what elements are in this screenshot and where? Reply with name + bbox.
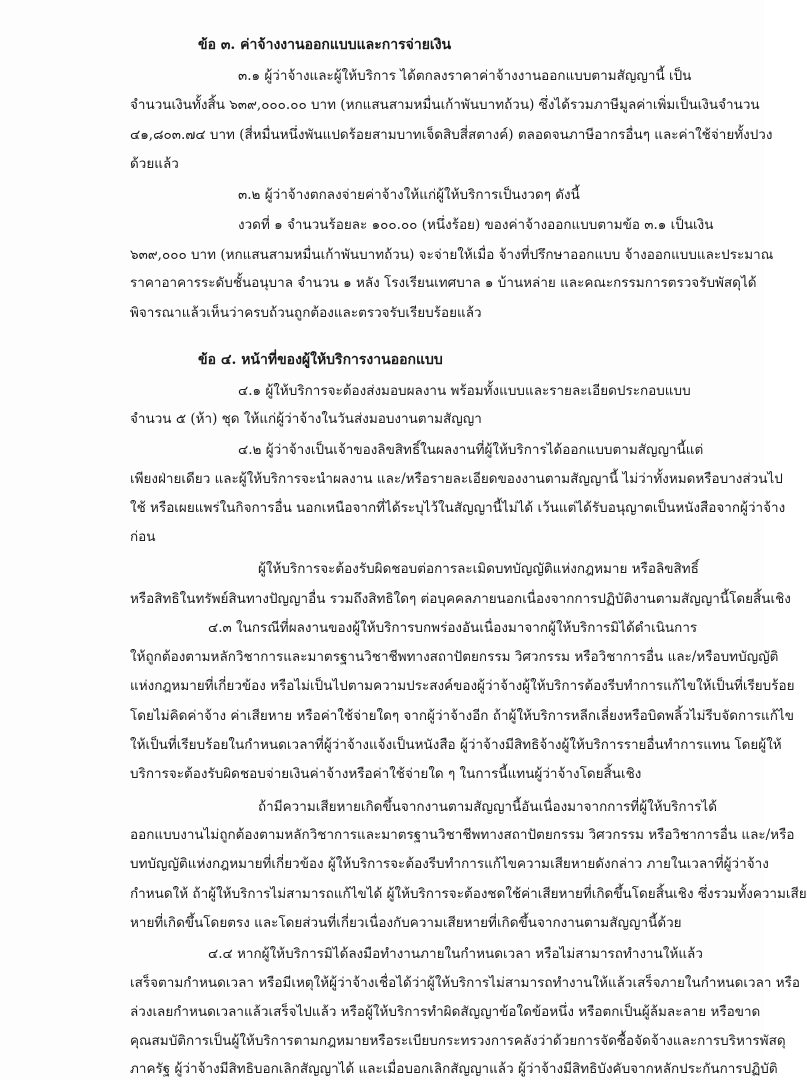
paragraph-4-2-line: เพียงฝ่ายเดียว และผู้ให้บริการจะนำผลงาน และ/หรือรายละเอียดของงานตามสัญญานี้ ไม่ว่าทั้งหมดหรือบางส่วนไป	[130, 471, 783, 487]
paragraph-3-2-line: ราคาอาคารระดับชั้นอนุบาล จำนวน ๑ หลัง โรงเรียนเทศบาล ๑ บ้านหล่าย และคณะกรรมการตรวจรับพัสดุได้	[130, 275, 757, 291]
paragraph-4-3-line: ให้ถูกต้องตามหลักวิชาการและมาตรฐานวิชาชีพทางสถาปัตยกรรม วิศวกรรม หรือวิชาการอื่น และ/หรือบทบัญญัติ	[130, 649, 779, 665]
paragraph-4-4-line: คุณสมบัติการเป็นผู้ให้บริการตามกฎหมายหรือระเบียบกระทรวงการคลังว่าด้วยการจัดซื้อจัดจ้างและการบริหารพัสดุ	[130, 1033, 786, 1049]
paragraph-4-3b-line: หายที่เกิดขึ้นโดยตรง และโดยส่วนที่เกี่ยวเนื่องกับความเสียหายที่เกิดขึ้นจากงานตามสัญญานี้ด้วย	[130, 915, 682, 931]
paragraph-4-4-line: ภาครัฐ ผู้ว่าจ้างมีสิทธิบอกเลิกสัญญาได้ และเมื่อบอกเลิกสัญญาแล้ว ผู้ว่าจ้างมีสิทธิบังคับจากหลักประกันการปฏิบัติ	[130, 1061, 778, 1077]
paragraph-4-4-line: ล่วงเลยกำหนดเวลาแล้วเสร็จไปแล้ว หรือผู้ให้บริการทำผิดสัญญาข้อใดข้อหนึ่ง หรือตกเป็นผู้ล้มละลาย หรือขาด	[130, 1004, 761, 1020]
paragraph-4-2-line: ใช้ หรือเผยแพร่ในกิจการอื่น นอกเหนือจากที่ได้ระบุไว้ในสัญญานี้ไม่ได้ เว้นแต่ได้รับอนุญาตเป็นหนังสือจากผู้ว่าจ้าง	[130, 500, 786, 516]
paragraph-4-1-line: ๔.๑ ผู้ให้บริการจะต้องส่งมอบผลงาน พร้อมทั้งแบบและรายละเอียดประกอบแบบ	[238, 383, 691, 399]
paragraph-4-3b-line: กำหนดให้ ถ้าผู้ให้บริการไม่สามารถแก้ไขได้ ผู้ให้บริการจะต้องชดใช้ค่าเสียหายที่เกิดขึ้นโดยสิ้นเชิง ซึ่งรวมทั้งความเสีย	[130, 886, 807, 902]
paragraph-3-1-line: ๓.๑ ผู้ว่าจ้างและผู้ให้บริการ ได้ตกลงราคาค่าจ้างงานออกแบบตามสัญญานี้ เป็น	[238, 68, 692, 84]
paragraph-4-3-line: ๔.๓ ในกรณีที่ผลงานของผู้ให้บริการบกพร่องอันเนื่องมาจากผู้ให้บริการมิได้ดำเนินการ	[208, 620, 698, 636]
paragraph-3-2-line: ๖๓๙,๐๐๐ บาท (หกแสนสามหมื่นเก้าพันบาทถ้วน) จะจ่ายให้เมื่อ จ้างที่ปรึกษาออกแบบ จ้างออกแบบและประมาณ	[130, 247, 774, 263]
paragraph-3-2-line: งวดที่ ๑ จำนวนร้อยละ ๑๐๐.๐๐ (หนึ่งร้อย) ของค่าจ้างออกแบบตามข้อ ๓.๑ เป็นเงิน	[238, 217, 714, 233]
paragraph-4-1-line: จำนวน ๕ (ห้า) ชุด ให้แก่ผู้ว่าจ้างในวันส่งมอบงานตามสัญญา	[130, 411, 482, 427]
paragraph-4-3b-line: บทบัญญัติแห่งกฎหมายที่เกี่ยวข้อง ผู้ให้บริการจะต้องรีบทำการแก้ไขความเสียหายดังกล่าว ภายในเวลาที่ผู้ว่าจ้าง	[130, 856, 769, 872]
paragraph-3-2-line: ๓.๒ ผู้ว่าจ้างตกลงจ่ายค่าจ้างให้แก่ผู้ให้บริการเป็นงวดๆ ดังนี้	[238, 187, 580, 203]
paragraph-3-2-line: พิจารณาแล้วเห็นว่าครบถ้วนถูกต้องและตรวจรับเรียบร้อยแล้ว	[130, 305, 482, 321]
paragraph-4-2b-line: หรือสิทธิในทรัพย์สินทางปัญญาอื่น รวมถึงสิทธิใดๆ ต่อบุคคลภายนอกเนื่องจากการปฏิบัติงานตามสัญญานี้โดยสิ้นเชิง	[130, 591, 791, 607]
paragraph-4-3-line: ให้เป็นที่เรียบร้อยในกำหนดเวลาที่ผู้ว่าจ้างแจ้งเป็นหนังสือ ผู้ว่าจ้างมีสิทธิจ้างผู้ให้บริการรายอื่นทำการแทน โดยผู้ให้	[130, 737, 782, 753]
paragraph-3-1-line: ๔๑,๘๐๓.๗๔ บาท (สี่หมื่นหนึ่งพันแปดร้อยสามบาทเจ็ดสิบสี่สตางค์) ตลอดจนภาษีอากรอื่นๆ และค่าใช้จ่ายทั้งปวง	[130, 127, 773, 143]
paragraph-4-2-line: ๔.๒ ผู้ว่าจ้างเป็นเจ้าของลิขสิทธิ์ในผลงานที่ผู้ให้บริการได้ออกแบบตามสัญญานี้แต่	[238, 442, 704, 458]
paragraph-4-4-line: เสร็จตามกำหนดเวลา หรือมีเหตุให้ผู้ว่าจ้างเชื่อได้ว่าผู้ให้บริการไม่สามารถทำงานให้แล้วเสร็จภายในกำหนดเวลา หรือ	[130, 975, 800, 991]
paragraph-4-3b-line: ถ้ามีความเสียหายเกิดขึ้นจากงานตามสัญญานี้อันเนื่องมาจากการที่ผู้ให้บริการได้	[258, 799, 717, 815]
paragraph-4-4-line: ๔.๔ หากผู้ให้บริการมิได้ลงมือทำงานภายในกำหนดเวลา หรือไม่สามารถทำงานให้แล้ว	[208, 946, 703, 962]
paragraph-4-3b-line: ออกแบบงานไม่ถูกต้องตามหลักวิชาการและมาตรฐานวิชาชีพทางสถาปัตยกรรม วิศวกรรม หรือวิชาการอื่น และ/หรือ	[130, 827, 795, 843]
paragraph-4-3-line: แห่งกฎหมายที่เกี่ยวข้อง หรือไม่เป็นไปตามความประสงค์ของผู้ว่าจ้างผู้ให้บริการต้องรีบทำการแก้ไขให้เป็นที่เรียบร้อย	[130, 678, 795, 694]
paragraph-3-1-line: ด้วยแล้ว	[130, 156, 179, 172]
section-4-heading: ข้อ ๔. หน้าที่ของผู้ให้บริการงานออกแบบ	[198, 352, 443, 368]
paragraph-4-2b-line: ผู้ให้บริการจะต้องรับผิดชอบต่อการละเมิดบทบัญญัติแห่งกฎหมาย หรือลิขสิทธิ์	[258, 561, 699, 577]
paragraph-4-3-line: โดยไม่คิดค่าจ้าง ค่าเสียหาย หรือค่าใช้จ่ายใดๆ จากผู้ว่าจ้างอีก ถ้าผู้ให้บริการหลีกเลี่ยงหรือบิดพลิ้วไม่รีบจัดการแก้ไข	[130, 708, 794, 724]
paragraph-4-3-line: บริการจะต้องรับผิดชอบจ่ายเงินค่าจ้างหรือค่าใช้จ่ายใด ๆ ในการนี้แทนผู้ว่าจ้างโดยสิ้นเชิง	[130, 766, 642, 782]
paragraph-3-1-line: จำนวนเงินทั้งสิ้น ๖๓๙,๐๐๐.๐๐ บาท (หกแสนสามหมื่นเก้าพันบาทถ้วน) ซึ่งได้รวมภาษีมูลค่าเพิ่มเป็นเงินจำนวน	[130, 97, 760, 113]
paragraph-4-2-line: ก่อน	[130, 529, 156, 545]
section-3-heading: ข้อ ๓. ค่าจ้างงานออกแบบและการจ่ายเงิน	[198, 37, 452, 53]
